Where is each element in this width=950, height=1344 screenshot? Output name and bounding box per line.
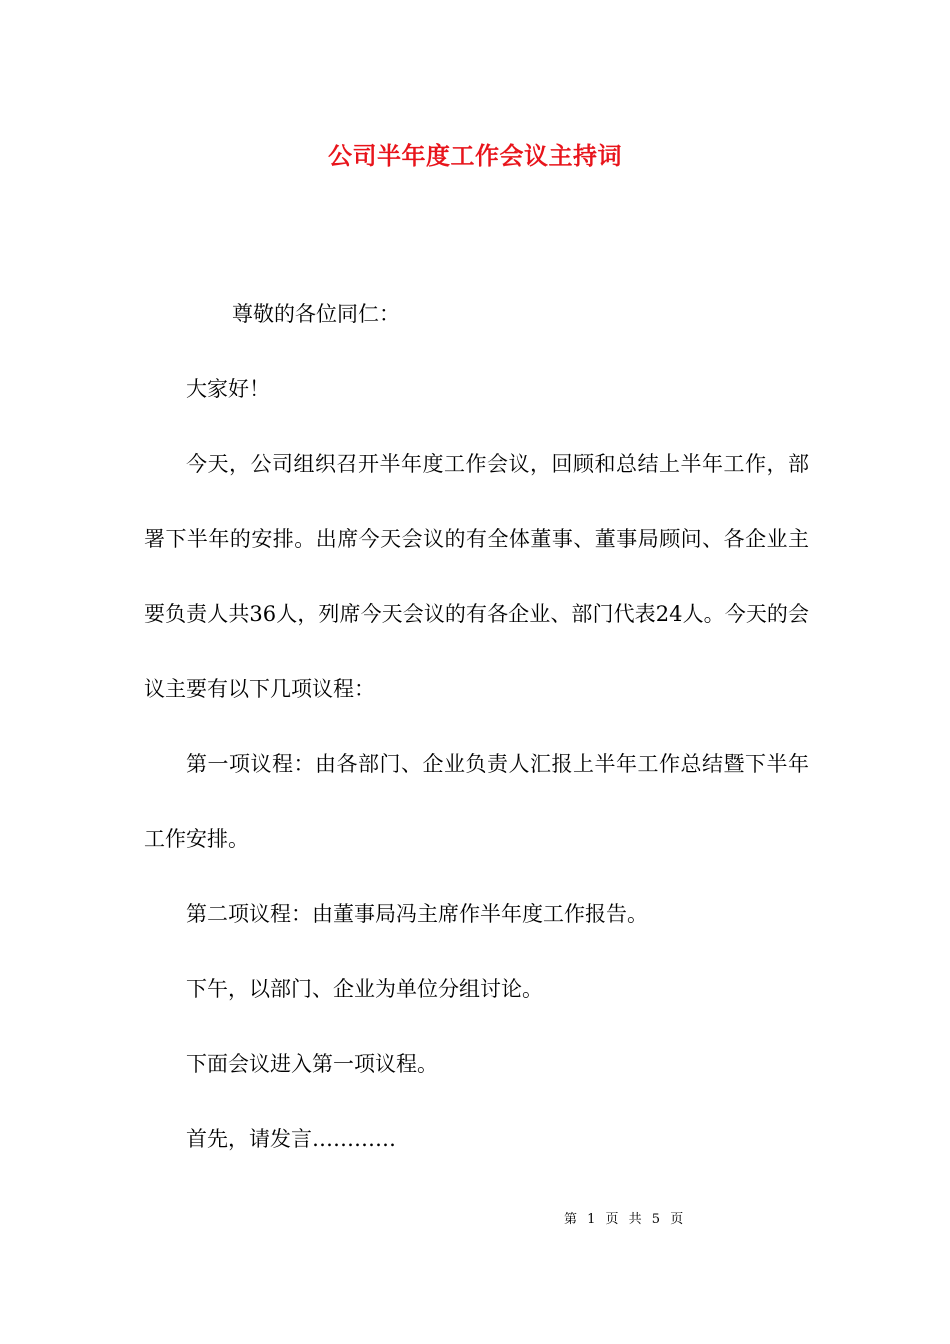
- page-number-footer: 第 1 页 共 5 页: [564, 1212, 684, 1227]
- paragraph-agenda-item-1: 第一项议程：由各部门、企业负责人汇报上半年工作总结暨下半年工作安排。: [144, 752, 809, 851]
- paragraph-salutation: 尊敬的各位同仁：: [232, 302, 400, 326]
- paragraph-introduction: 今天，公司组织召开半年度工作会议，回顾和总结上半年工作，部署下半年的安排。出席今天会议的有全体董事、董事局顾问、各企业主要负责人共36人，列席今天会议的有各企业、部门代表24人。今天的会议主要有以下几项议程：: [144, 452, 809, 701]
- paragraph-first-speaker: 首先，请发言…………: [186, 1127, 396, 1151]
- document-body: [144, 277, 809, 1177]
- document-title: 公司半年度工作会议主持词: [328, 141, 622, 170]
- paragraph-transition: 下面会议进入第一项议程。: [186, 1052, 438, 1076]
- paragraph-agenda-item-2: 第二项议程：由董事局冯主席作半年度工作报告。: [186, 902, 648, 926]
- paragraph-afternoon-discussion: 下午，以部门、企业为单位分组讨论。: [186, 977, 543, 1001]
- paragraph-greeting: 大家好！: [186, 377, 270, 401]
